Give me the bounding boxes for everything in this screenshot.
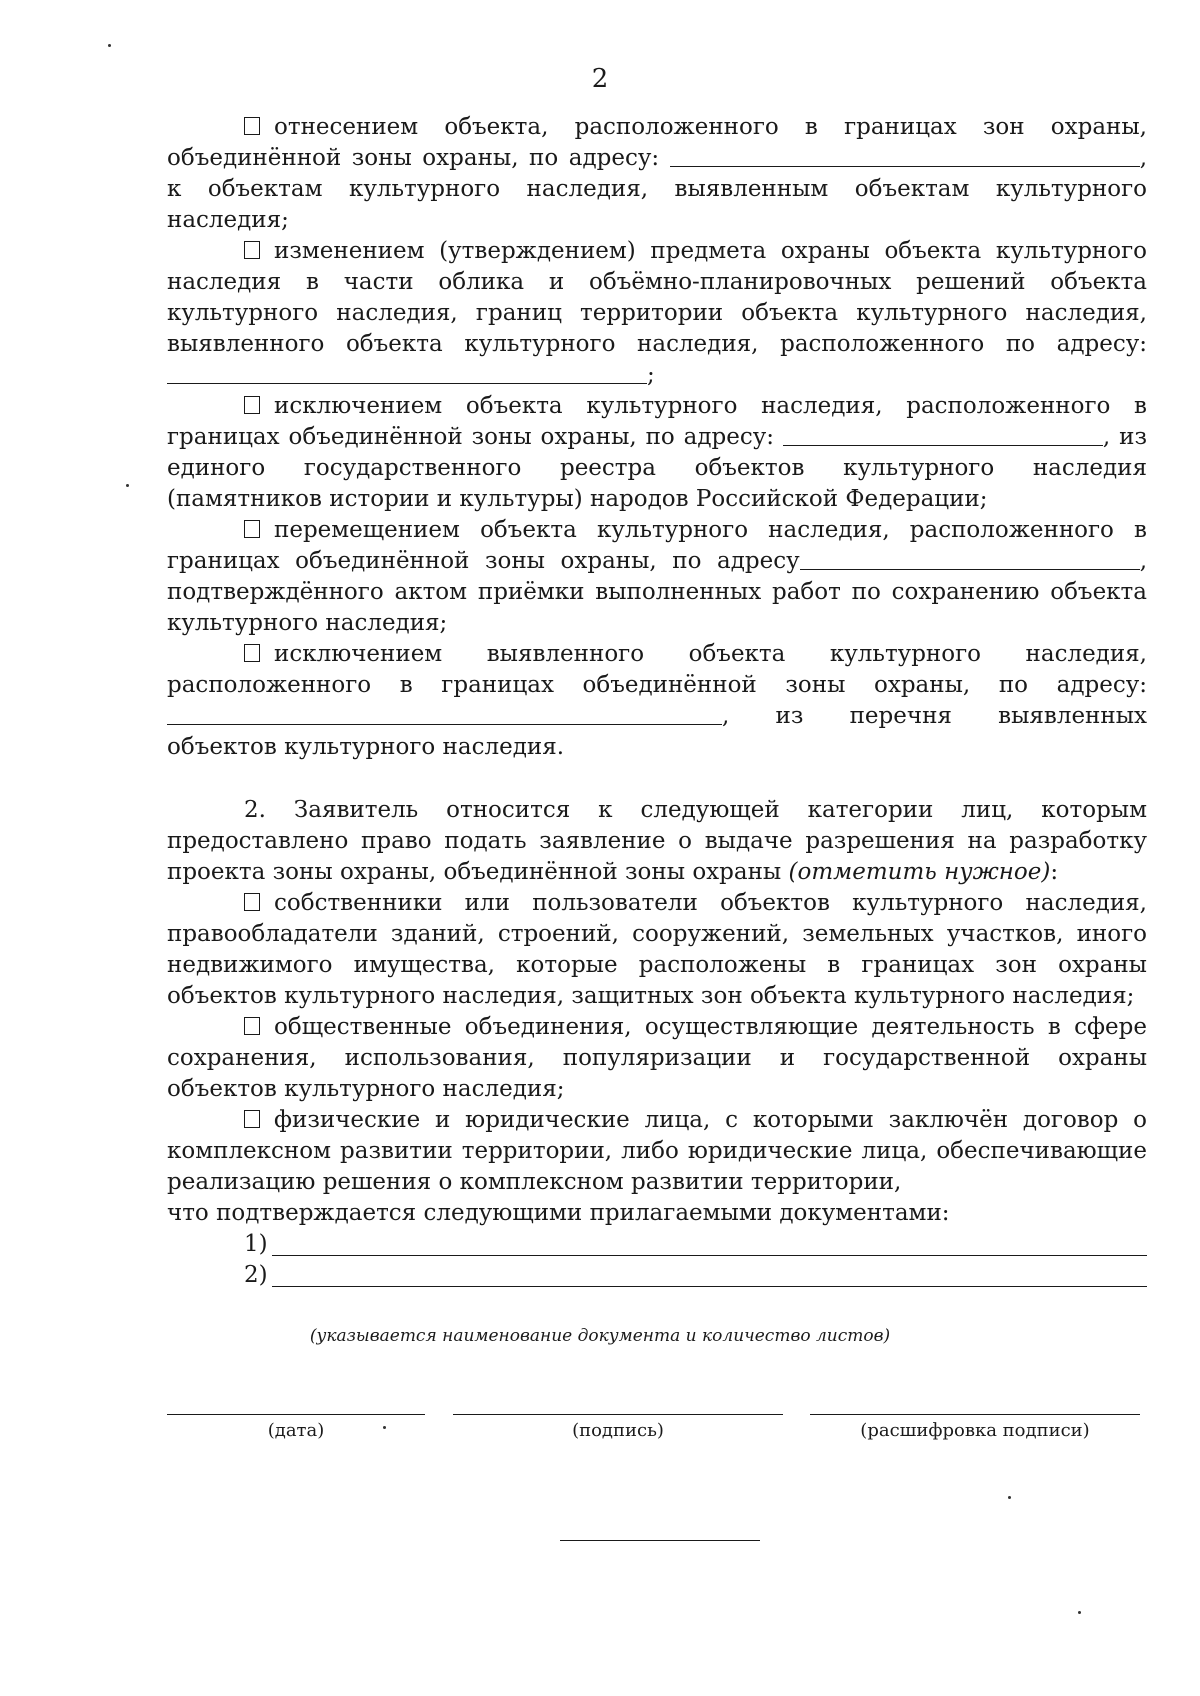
end-of-document-line [560,1540,760,1541]
option-public-associations: общественные объединения, осуществляющие деятельность в сфере сохранения, использования, популяризации и государственной охраны объектов культурного наследия; [167,1014,1147,1102]
checkbox-icon[interactable] [244,893,260,911]
date-label: (дата) [267,1420,325,1441]
date-field[interactable] [167,1414,425,1415]
option-relocation: перемещением объекта культурного наследия, расположенного в границах объединённой зоны охраны, по адресу , подтверждённого актом приёмки выполненных работ по сохранению объекта культурного наследия; [167,517,1147,636]
address-field[interactable] [670,144,1140,167]
checkbox-icon[interactable] [244,241,260,259]
note-mark-required: (отметить нужное) [788,859,1051,885]
signature-decode-field[interactable] [810,1414,1140,1415]
checkbox-icon[interactable] [244,1017,260,1035]
scan-speck [1078,1611,1081,1614]
scan-speck [126,484,129,487]
documents-confirm: что подтверждается следующими прилагаемыми документами: [167,1200,950,1226]
checkbox-icon[interactable] [244,520,260,538]
option-registry-exclusion: исключением объекта культурного наследия, расположенного в границах объединённой зоны охраны, по адресу: , из единого государственного реестра объектов культурного наследия (памятников истории и культуры) народов Российской Федерации; [167,393,1147,512]
checkbox-icon[interactable] [244,117,260,135]
checkbox-icon[interactable] [244,644,260,662]
document-row: 2) [244,1260,1147,1291]
page-number: 2 [591,64,609,94]
signature-decode-label: (расшифровка подписи) [860,1420,1090,1441]
document-row: 1) [244,1229,1147,1260]
documents-caption: (указывается наименование документа и количество листов) [309,1326,891,1346]
address-field[interactable] [783,423,1103,446]
scan-speck [108,44,111,47]
applicant-category-intro: 2. Заявитель относится к следующей категории лиц, которым предоставлено право подать заявление о выдаче разрешения на разработку проекта зоны охраны, объединённой зоны охраны (отметить нужное): [167,797,1147,885]
signature-label: (подпись) [572,1420,664,1441]
option-list-exclusion: исключением выявленного объекта культурного наследия, расположенного в границах объединённой зоны охраны, по адресу: , из перечня выявленных объектов культурного наследия. [167,641,1147,760]
signature-field[interactable] [453,1414,783,1415]
document-body [167,112,1147,1291]
checkbox-icon[interactable] [244,1110,260,1128]
address-field[interactable] [167,702,722,725]
document-field[interactable] [272,1264,1147,1287]
option-reclassification: отнесением объекта, расположенного в границах зон охраны, объединённой зоны охраны, по адресу: , к объектам культурного наследия, выявленным объектам культурного наследия; [167,114,1147,233]
document-field[interactable] [272,1233,1147,1256]
address-field[interactable] [800,547,1140,570]
option-protection-subject: изменением (утверждением) предмета охраны объекта культурного наследия в части облика и объёмно-планировочных решений объекта культурного наследия, границ территории объекта культурного наследия, выявленного объекта культурного наследия, расположенного по адресу: ; [167,238,1147,388]
scan-speck [383,1426,386,1429]
checkbox-icon[interactable] [244,396,260,414]
option-owners: собственники или пользователи объектов культурного наследия, правообладатели зданий, строений, сооружений, земельных участков, иного недвижимого имущества, которые расположены в границах зон охраны объектов культурного наследия, защитных зон объекта культурного наследия; [167,890,1147,1009]
address-field[interactable] [167,361,647,384]
scan-speck [1008,1496,1011,1499]
option-development-parties: физические и юридические лица, с которыми заключён договор о комплексном развитии территории, либо юридические лица, обеспечивающие реализацию решения о комплексном развитии территории, [167,1107,1147,1195]
